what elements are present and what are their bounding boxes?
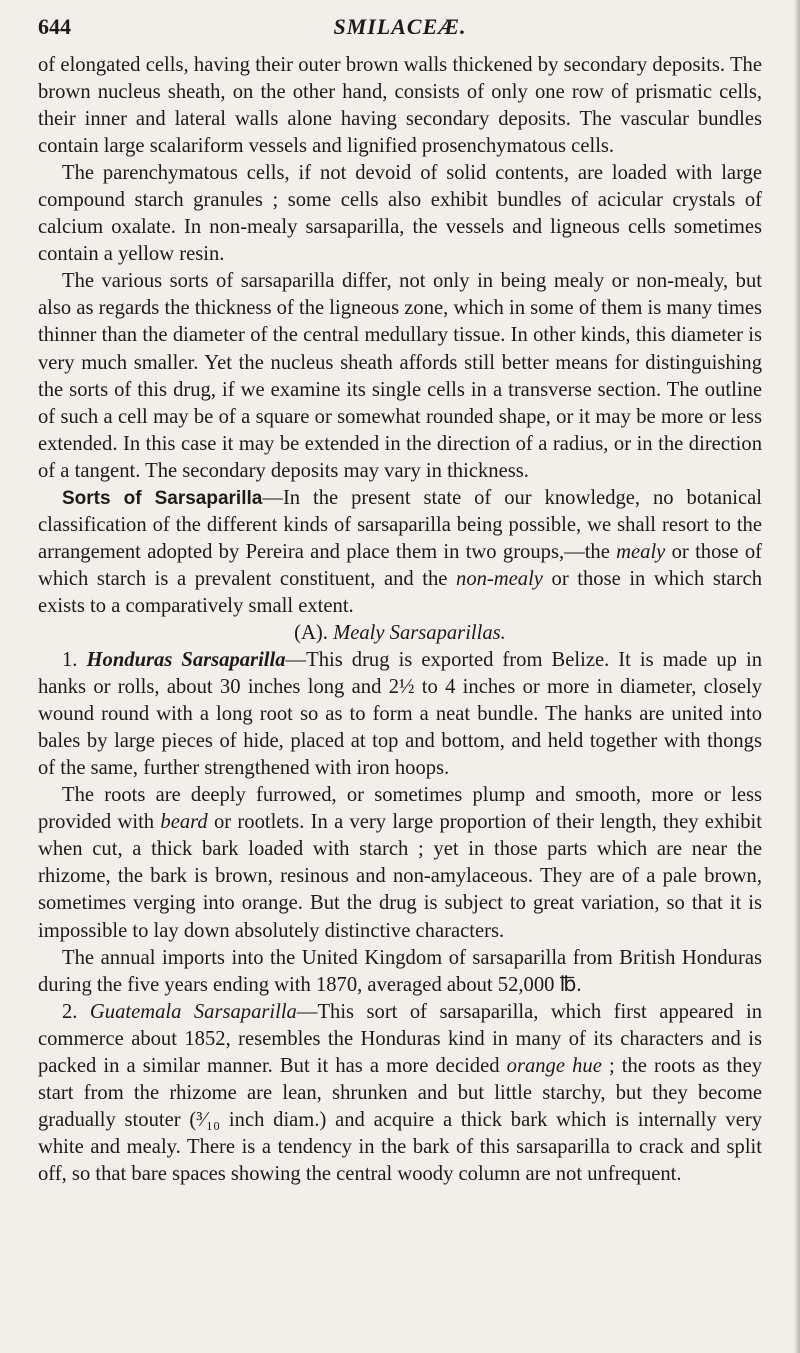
paragraph-parenchyma: The parenchymatous cells, if not devoid of solid contents, are loaded with large compound starch granules ; some cells also exhibit bundles of acicular crystals of calcium oxalate. In non-mealy sarsaparilla, the vessels and ligneous cells sometimes contain a yellow resin. (38, 162, 762, 266)
item-number-2: 2. (62, 1000, 78, 1023)
paragraph-honduras (38, 647, 762, 782)
paragraph-guatemala (38, 999, 762, 1188)
guatemala-text-b: ; the roots as they start from the rhizome are lean, shrunken and but little starchy, but they become gradually stouter (³⁄₁₀ inch diam.) and acquire a thick bark which is internally very white and mealy. There is a tendency in the bark of this sarsaparilla to crack and split off, so that bare spaces showing the central woody column are not unfrequent. (38, 1054, 763, 1185)
sorts-text-c: or those in which starch exists to a comparatively small extent. (38, 567, 762, 617)
section-label: (A). (294, 621, 328, 644)
paragraph-sorts-heading (38, 485, 762, 620)
page-number: 644 (38, 14, 71, 39)
sorts-text-a: —In the present state of our knowledge, no botanical classification of the different kinds of sarsaparilla being possible, we shall resort to the arrangement adopted by Pereira and place them in two groups,—the (38, 486, 762, 563)
section-title: Mealy Sarsaparillas. (333, 621, 506, 644)
section-heading (38, 620, 762, 647)
honduras-text: —This drug is exported from Belize. It is made up in hanks or rolls, about 30 inches long and 2½ to 4 inches or more in diameter, closely wound round with a long root so as to form a neat bundle. The hanks are united into bales by large pieces of hide, placed at top and bottom, and held together with thongs of the same, further strengthened with iron hoops. (38, 649, 762, 780)
roots-text-b: or rootlets. In a very large proportion of their length, they exhibit when cut, a thick bark loaded with starch ; yet in those parts which are near the rhizome, the bark is brown, resinous and non-amylaceous. They are of a pale brown, sometimes verging into orange. But the drug is subject to great variation, so that it is impossible to lay down absolutely distinctive characters. (38, 811, 762, 942)
page-edge-shadow (794, 0, 800, 1353)
guatemala-text-a: —This sort of sarsaparilla, which first appeared in commerce about 1852, resembles the Honduras kind in many of its characters and is packed in a similar manner. But it has a more decided (38, 1000, 762, 1077)
item-number-1: 1. (62, 649, 78, 672)
paragraph-roots (38, 782, 762, 944)
honduras-heading: Honduras Sarsaparilla (86, 649, 286, 672)
term-beard: beard (160, 811, 208, 834)
sorts-text-b: or those of which starch is a prevalent constituent, and the (38, 540, 762, 590)
paragraph-imports: The annual imports into the United Kingdom of sarsaparilla from British Honduras during the five years ending with 1870, averaged about 52,000 ℔. (38, 946, 762, 996)
paragraph-sorts-differ: The various sorts of sarsaparilla differ, not only in being mealy or non-mealy, but also as regards the thickness of the ligneous zone, which in some of them is many times thinner than the diameter of the central medullary tissue. In other kinds, this diameter is very much smaller. Yet the nucleus sheath affords still better means for distinguishing the sorts of this drug, if we examine its single cells in a transverse section. The outline of such a cell may be of a square or somewhat rounded shape, or it may be more or less extended. In this case it may be extended in the direction of a radius, or in the direction of a tangent. The secondary deposits may vary in thickness. (38, 270, 762, 482)
roots-text-a: The roots are deeply furrowed, or sometimes plump and smooth, more or less provided with (38, 784, 762, 834)
guatemala-heading: Guatemala Sarsaparilla (89, 1000, 297, 1023)
paragraph-cells: of elongated cells, having their outer brown walls thickened by secondary deposits. The brown nucleus sheath, on the other hand, consists of only one row of prismatic cells, their inner and lateral walls alone having secondary deposits. The vascular bundles contain large scalariform vessels and lignified prosenchymatous cells. (38, 54, 762, 158)
page-body (38, 52, 762, 1188)
term-non-mealy: non-mealy (456, 567, 543, 590)
term-mealy: mealy (616, 540, 666, 563)
term-orange-hue: orange hue (506, 1054, 602, 1077)
running-title: SMILACEÆ. (333, 14, 467, 39)
sorts-heading: Sorts of Sarsaparilla (62, 487, 263, 509)
page-header (38, 12, 762, 52)
